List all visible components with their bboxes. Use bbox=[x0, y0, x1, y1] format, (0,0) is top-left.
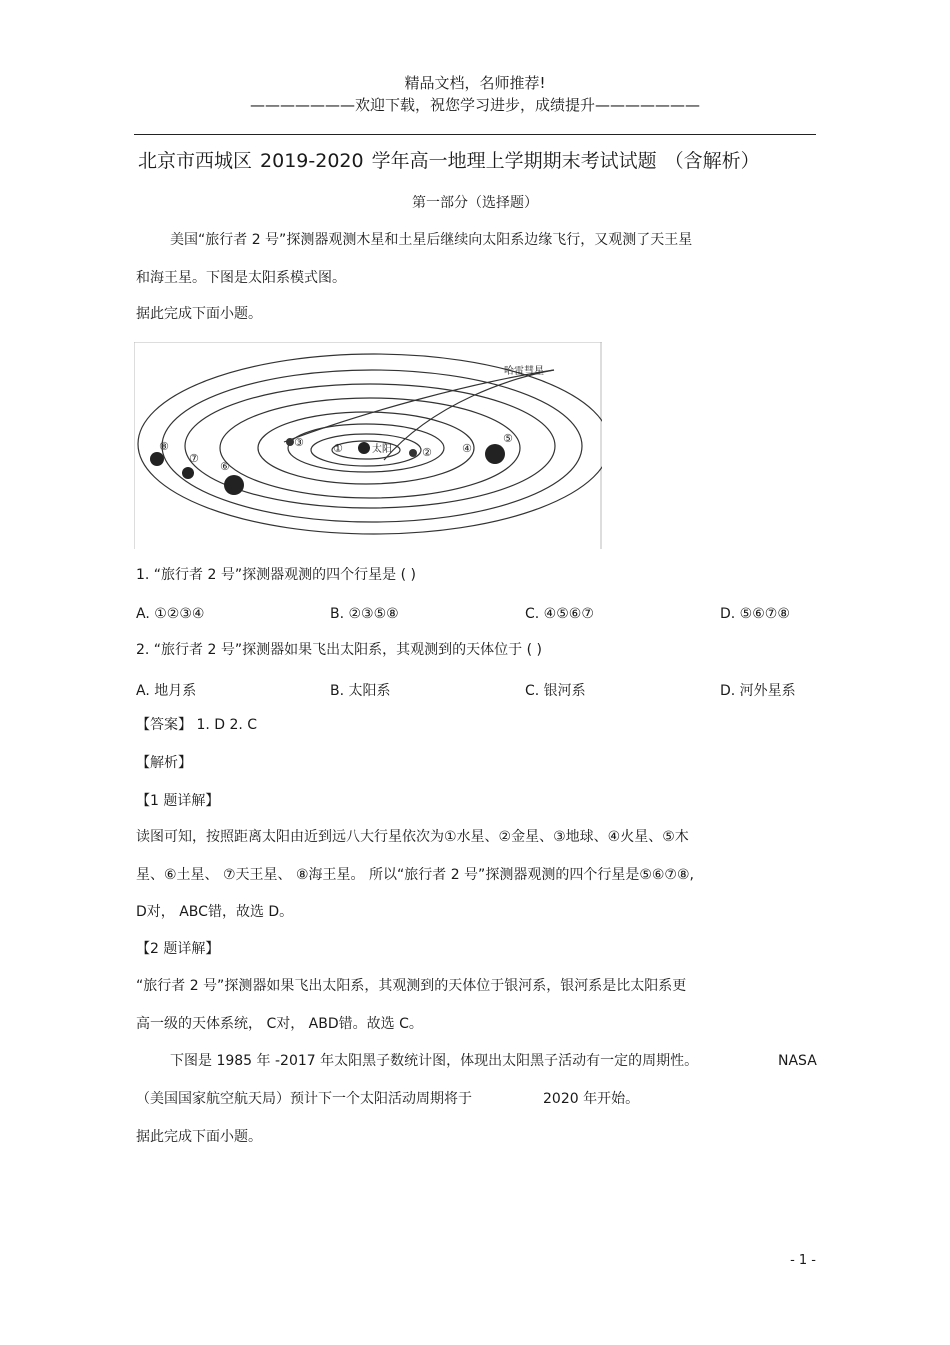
planet-earth bbox=[286, 438, 294, 446]
q2-option-b: B. 太阳系 bbox=[330, 683, 391, 699]
header-divider bbox=[134, 134, 816, 135]
document-title: 北京市西城区 2019-2020 学年高一地理上学期期末考试试题 （含解析） bbox=[138, 150, 760, 172]
detail1-line-2: 星、⑥土星、 ⑦天王星、 ⑧海王星。 所以“旅行者 2 号”探测器观测的四个行星是⑤⑥⑦⑧, bbox=[136, 867, 694, 883]
planet-venus bbox=[409, 449, 417, 457]
detail1-line-1: 读图可知，按照距离太阳由近到远八大行星依次为①水星、②金星、③地球、④火星、⑤木 bbox=[136, 829, 689, 845]
answer-line: 【答案】 1. D 2. C bbox=[136, 717, 258, 733]
intro1-line-1: 美国“旅行者 2 号”探测器观测木星和土星后继续向太阳系边缘飞行，又观测了天王星 bbox=[170, 232, 693, 248]
planet-jupiter bbox=[485, 444, 505, 464]
header-line-1: 精品文档，名师推荐! bbox=[404, 74, 546, 92]
q1-option-c: C. ④⑤⑥⑦ bbox=[525, 606, 594, 622]
solar-system-diagram bbox=[134, 342, 602, 549]
intro1-line-3: 据此完成下面小题。 bbox=[136, 306, 262, 322]
label-3: ③ bbox=[294, 436, 304, 449]
q2-option-c: C. 银河系 bbox=[525, 683, 586, 699]
planet-neptune bbox=[150, 452, 164, 466]
q1-option-b: B. ②③⑤⑧ bbox=[330, 606, 399, 622]
sun-label: 太阳 bbox=[372, 444, 392, 455]
q2-option-d: D. 河外星系 bbox=[720, 683, 796, 699]
intro2-line-1-end: NASA bbox=[778, 1053, 817, 1069]
intro2-line-2-end: 2020 年开始。 bbox=[543, 1091, 640, 1107]
detail2-label: 【2 题详解】 bbox=[136, 941, 220, 957]
label-4: ④ bbox=[462, 442, 472, 455]
label-5: ⑤ bbox=[503, 432, 513, 445]
q1-option-d: D. ⑤⑥⑦⑧ bbox=[720, 606, 790, 622]
q1-option-a: A. ①②③④ bbox=[136, 606, 205, 622]
detail1-label: 【1 题详解】 bbox=[136, 793, 220, 809]
q2-option-a: A. 地月系 bbox=[136, 683, 197, 699]
intro2-line-1: 下图是 1985 年 -2017 年太阳黑子数统计图，体现出太阳黑子活动有一定的周期性。 bbox=[170, 1053, 699, 1069]
intro2-line-3: 据此完成下面小题。 bbox=[136, 1129, 262, 1145]
comet-label: 哈雷彗星 bbox=[504, 366, 544, 377]
planet-saturn bbox=[224, 475, 244, 495]
label-7: ⑦ bbox=[189, 452, 199, 465]
label-8: ⑧ bbox=[159, 440, 169, 453]
label-1: ① bbox=[333, 442, 343, 455]
detail2-line-2: 高一级的天体系统， C对， ABD错。故选 C。 bbox=[136, 1016, 423, 1032]
header-line-2: ———————欢迎下载，祝您学习进步，成绩提升——————— bbox=[249, 96, 700, 114]
intro1-line-2: 和海王星。下图是太阳系模式图。 bbox=[136, 270, 346, 286]
q2-stem: 2. “旅行者 2 号”探测器如果飞出太阳系，其观测到的天体位于 ( ) bbox=[136, 642, 542, 658]
analysis-label: 【解析】 bbox=[136, 755, 192, 771]
label-6: ⑥ bbox=[220, 460, 230, 473]
detail2-line-1: “旅行者 2 号”探测器如果飞出太阳系，其观测到的天体位于银河系，银河系是比太阳系更 bbox=[136, 978, 687, 994]
label-2: ② bbox=[422, 446, 432, 459]
solar-system-figure bbox=[134, 342, 602, 549]
detail1-line-3: D对， ABC错，故选 D。 bbox=[136, 904, 294, 920]
page-number: - 1 - bbox=[790, 1253, 816, 1268]
intro2-line-2: （美国国家航空航天局）预计下一个太阳活动周期将于 bbox=[136, 1091, 472, 1107]
section-heading: 第一部分（选择题） bbox=[412, 195, 538, 211]
q1-stem: 1. “旅行者 2 号”探测器观测的四个行星是 ( ) bbox=[136, 567, 416, 583]
planet-uranus bbox=[182, 467, 194, 479]
sun bbox=[358, 442, 370, 454]
